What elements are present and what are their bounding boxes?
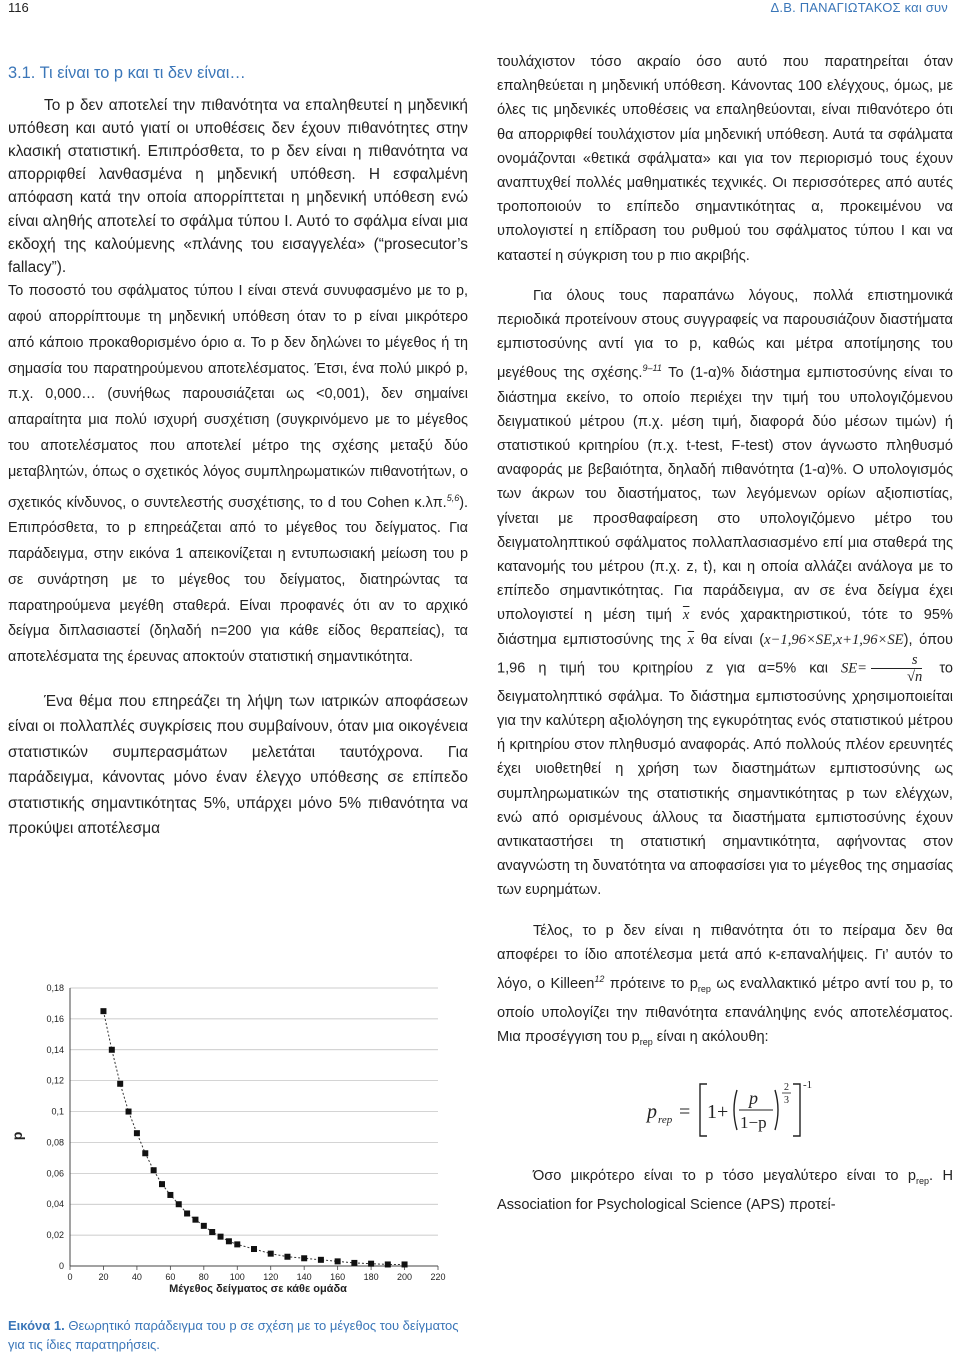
section-title: 3.1. Τι είναι το p και τι δεν είναι… (8, 64, 246, 82)
right-p2-text-e: ), όπου 1,96 η τιμή του κριτηρίου z για α=5% και (497, 631, 953, 677)
y-tick-label: 0,14 (46, 1044, 64, 1055)
right-paragraph-1: τουλάχιστον τόσο ακραίο όσο αυτό που παρατηρείται όταν επαληθεύεται η μηδενική υπόθεση. Κάνοντας 100 ελέγχους, όμως, με όλες τις μηδενικές υποθέσεις να επαληθεύονται, είναι πιθανότερο ότι θα απορριφθεί τουλάχιστον μία μηδενική υπόθεση. Αυτά τα σφάλματα ονομάζονται «θετικά σφάλματα» και για τον περιορισμό τους έχουν αναπτυχθεί πολλές μαθηματικές τεχνικές. Οι περισσότερες από αυτές τροποποιούν το επίπεδο σημαντικότητας α, προκειμένου να υπολογιστεί η επίδραση του ρυθμού του σφάλματος τύπου Ι και να καταστεί η σύγκριση του p πιο ακριβής. (497, 54, 953, 264)
prep-formula-svg (497, 1076, 953, 1140)
data-point (142, 1150, 148, 1156)
left-paragraph-2 (8, 279, 468, 671)
y-tick-label: 0 (58, 1261, 64, 1271)
x-tick-label: 60 (165, 1272, 176, 1282)
right-p2-ref: 9–11 (642, 363, 662, 374)
data-point (335, 1258, 341, 1264)
formula-frac-den: 1−p (740, 1113, 767, 1133)
data-point (251, 1246, 257, 1252)
right-p3-text-c: ως εναλλακτικό μέτρο αντί του p, το οποίο υπολογίζει την πιθανότητα επανάληψης ενός αποτελέσματος. Μια προσέγγιση του p (497, 975, 953, 1046)
page-number: 116 (8, 0, 29, 15)
formula-lhs: p (647, 1101, 657, 1124)
formula-one-plus: 1+ (707, 1101, 729, 1124)
right-p3-sub: rep (697, 983, 711, 994)
right-p2-text-c: ενός χαρακτηριστικού, τότε το 95% διάστημα εμπιστοσύνης της (497, 607, 953, 648)
y-tick-label: 0,04 (46, 1199, 64, 1210)
chart-x-label: Μέγεθος δείγματος σε κάθε ομάδα (169, 1283, 347, 1295)
formula-eq: = (679, 1101, 691, 1124)
data-point (176, 1201, 182, 1207)
formula-left-paren (734, 1090, 737, 1130)
xbar-symbol: $\overline{x}$ (682, 607, 690, 624)
data-point (209, 1229, 215, 1235)
p-vs-sample-size-chart (8, 968, 458, 1298)
data-point (167, 1192, 173, 1198)
data-point (151, 1167, 157, 1173)
data-point (301, 1255, 307, 1261)
left-p2-text-b: ). Επιπρόσθετα, το p επηρεάζεται από το μέγεθος του δείγματος. Για παράδειγμα, στην εικόνα 1 απεικονίζεται η εντυπωσιακή μείωση του p σε συνάρτηση με το μέγεθος του δείγματος, διατηρώντας τα παρατηρούμενα μεγέθη σταθερά. Είναι προφανές ότι αν το αρχικό δείγμα διπλασιαστεί (δηλαδή n=200 για κάθε είδος θεραπείας), τα αποτελέσματα της έρευνας αποκτούν στατιστική σημαντικότητα. (8, 494, 468, 666)
y-tick-label: 0,1 (51, 1106, 64, 1117)
x-tick-label: 80 (198, 1272, 209, 1282)
right-p3-ref: 12 (594, 973, 605, 984)
page-header (0, 0, 960, 24)
formula-exp-num: 2 (784, 1082, 789, 1094)
xbar-symbol-2: $\overline{x}$ (687, 631, 695, 648)
caption-label: Εικόνα 1. (8, 1318, 65, 1333)
formula-right-paren (775, 1090, 778, 1130)
data-point (402, 1261, 408, 1267)
se-label: SE= (840, 660, 868, 677)
right-p4-text-a: Όσο μικρότερο είναι το p τόσο μεγαλύτερο είναι το p (533, 1168, 916, 1185)
data-point (234, 1241, 240, 1247)
right-p2-text-b: Το (1-α)% διάστημα εμπιστοσύνης είναι το διάστημα εκείνο, το οποίο περιέχει την τιμή του υπολογιζόμενου δειγματικού μέτρου (π.χ. μέση τιμή, διαφορά δύο μέσων τιμών) ή στατιστικού κριτηρίου (π.χ. t-test, F-test) στον άγνωστο πληθυσμό αναφοράς με βεβαιότητα, δηλαδή πιθανότητα (1-α)%. Ο υπολογισμός των άκρων του διαστήματος, των λεγόμενων ορίων αξιοπιστίας, γίνεται με προσθαφαίρεση στο υπολογιζόμενο μέτρο του δειγματοληπτικού σφάλματος πολλαπλασιασμένο επί μια σταθερά της κατανομής του μέτρου (π.χ. z, t), και η οποία αλλάζει ανάλογα με το επίπεδο σημαντικότητας. Για παράδειγμα, αν σε ένα δείγμα έχει υπολογιστεί η μέση τιμή (497, 365, 953, 624)
data-point (218, 1234, 224, 1240)
data-point (385, 1261, 391, 1267)
ci-expression: x−1,96×SE,x+1,96×SE (764, 631, 904, 648)
data-point (134, 1130, 140, 1136)
x-tick-label: 140 (296, 1272, 312, 1282)
data-point (368, 1261, 374, 1267)
right-p3-text-b: πρότεινε το p (604, 975, 698, 992)
y-tick-label: 0,02 (46, 1230, 64, 1241)
x-tick-label: 100 (229, 1272, 245, 1282)
right-column (497, 50, 953, 1218)
data-point (109, 1047, 115, 1053)
x-tick-label: 120 (263, 1272, 279, 1282)
left-paragraph-3: Ένα θέμα που επηρεάζει τη λήψη των ιατρικών αποφάσεων είναι οι πολλαπλές συγκρίσεις που συμβαίνουν, όταν μια οικογένεια στατιστικών συμπερασμάτων μελετάται ταυτόχρονα. Για παράδειγμα, κάνοντας μόνο έναν έλεγχο υπόθεσης σε επίπεδο στατιστικής σημαντικότητας 5%, υπάρχει μόνο 5% πιθανότητα να προκύψει αποτέλεσμα (8, 692, 468, 837)
data-point (201, 1223, 207, 1229)
right-paragraph-3 (497, 919, 953, 1055)
figure-caption (8, 1316, 468, 1354)
se-fraction (871, 652, 922, 685)
data-point (117, 1081, 123, 1087)
data-point (318, 1257, 324, 1263)
formula-frac-num: p (749, 1088, 758, 1109)
left-p2-text-a: Το ποσοστό του σφάλματος τύπου Ι είναι στενά συνυφασμένο με το p, αφού απορρίπτουμε τη μηδενική υπόθεση όταν το p είναι μικρότερο από κάποιο προκαθορισμένο όριο α. Το p δεν δηλώνει το μέγεθος ή τη σημασία του παρατηρούμενου αποτελέσματος. Έτσι, ένα πολύ μικρό p, π.χ. 0,000… (συνήθως παρουσιάζεται ως <0,001), δεν σημαίνει απαραίτητα μια πολύ ισχυρή συσχέτιση (συγκρινόμενο με το μέγεθος του αποτελέσματος που αποτελεί μέτρο της σχέσης μεταξύ δύο μεταβλητών, όπως ο σχετικός λόγος συμπληρωματικών πιθανοτήτων, ο σχετικός κίνδυνος, ο συντελεστής συσχέτισης, το d του Cohen κ.λπ. (8, 283, 468, 511)
running-head: Δ.Β. ΠΑΝΑΓΙΩΤΑΚΟΣ και συν (770, 0, 948, 15)
right-p2-text-d: θα είναι ( (694, 631, 765, 648)
right-p2-text-f: το δειγματοληπτικό σφάλμα. Το διάστημα εμπιστοσύνης χρησιμοποιείται για την καλύτερη αξιολόγηση της εγκυρότητας ενός στατιστικού μέτρου ή κριτηρίου στον πληθυσμό αναφοράς. Από πολλούς πλέον ερευνητές έχει υιοθετηθεί η χρήση των διαστημάτων εμπιστοσύνης ως συμπληρωματικών της στατιστικής σημαντικότητας p των ελέγχων, ενώ από ορισμένους άλλους τα διαστήματα εμπιστοσύνης έχουν αντικαταστήσει τη στατιστική σημαντικότητα, αφήνοντας στον αναγνώστη τη δυνατότητα να αποφασίσει για το μέγεθος της σημασίας των ευρημάτων. (497, 660, 953, 899)
y-tick-label: 0,18 (46, 983, 64, 993)
data-point (192, 1217, 198, 1223)
prep-formula (497, 1076, 953, 1140)
x-tick-label: 40 (131, 1272, 142, 1282)
y-tick-label: 0,06 (46, 1168, 64, 1179)
se-numerator: s (871, 652, 922, 669)
right-paragraph-2 (497, 284, 953, 903)
left-column (8, 52, 468, 841)
x-tick-label: 180 (363, 1272, 379, 1282)
formula-right-bracket (793, 1084, 800, 1136)
formula-lhs-sub: rep (658, 1114, 673, 1127)
data-point (159, 1181, 165, 1187)
data-point (100, 1008, 106, 1014)
x-tick-label: 200 (397, 1272, 413, 1282)
x-tick-label: 220 (430, 1272, 446, 1282)
right-p3-text-a: Τέλος, το p δεν είναι η πιθανότητα ότι το πείραμα δεν θα αποφέρει το ίδιο αποτέλεσμα μετά από κ-επαναλήψεις. Γι’ αυτόν το λόγο, ο Killeen (497, 922, 953, 992)
formula-exp-den: 3 (784, 1095, 789, 1107)
right-paragraph-4 (497, 1164, 953, 1217)
formula-outer-exp: -1 (803, 1079, 813, 1092)
data-point (226, 1238, 232, 1244)
se-denominator: √n (907, 668, 923, 685)
right-p3-text-d: είναι η ακόλουθη: (652, 1029, 769, 1046)
left-p2-ref: 5,6 (446, 492, 460, 503)
right-p3-sub-2: rep (639, 1037, 653, 1048)
left-paragraph-1: Το p δεν αποτελεί την πιθανότητα να επαληθευτεί η μηδενική υπόθεση και αυτό γιατί οι υποθέσεις δεν έχουν πιθανότητες στην κλασική στατιστική. Επιπρόσθετα, το p δεν είναι η πιθανότητα να απορριφθεί λανθασμένα η μηδενική υπόθεση. Η εσφαλμένη απόφαση κατά την οποία απορρίπτεται η μηδενική υπόθεση ενώ είναι αληθής αποτελεί το σφάλμα τύπου Ι. Αυτό το σφάλμα είναι μια εκδοχή της καλούμενης «πλάνης του εισαγγελέα» (“prosecutor’s fallacy”). (8, 96, 468, 277)
chart-background (8, 968, 458, 1298)
data-point (284, 1254, 290, 1260)
figure-1 (8, 968, 458, 1298)
y-tick-label: 0,08 (46, 1137, 64, 1148)
y-tick-label: 0,12 (46, 1075, 64, 1086)
caption-text: Θεωρητικό παράδειγμα του p σε σχέση με το μέγεθος του δείγματος για τις ίδιες παρατηρήσεις. (8, 1318, 459, 1352)
data-point (268, 1251, 274, 1257)
right-p4-sub: rep (916, 1176, 930, 1187)
data-point (184, 1210, 190, 1216)
y-tick-label: 0,16 (46, 1013, 64, 1024)
data-point (126, 1109, 132, 1115)
x-tick-label: 20 (98, 1272, 109, 1282)
right-p4-text-b: . Η Association for Psychological Science (APS) προτεί- (497, 1168, 953, 1214)
data-point (351, 1260, 357, 1266)
se-denominator-n: n (915, 668, 923, 685)
right-p2-text-a: Για όλους τους παραπάνω λόγους, πολλά επιστημονικά περιοδικά προτείνουν στους συγγραφείς να παρουσιάζουν διαστήματα εμπιστοσύνης αντί για το p, καθώς και μέτρα αποτίμησης του μεγέθους της σχέσης. (497, 287, 953, 382)
x-tick-label: 160 (330, 1272, 346, 1282)
x-tick-label: 0 (67, 1272, 73, 1282)
formula-left-bracket (700, 1084, 707, 1136)
chart-y-label: p (9, 1131, 25, 1141)
